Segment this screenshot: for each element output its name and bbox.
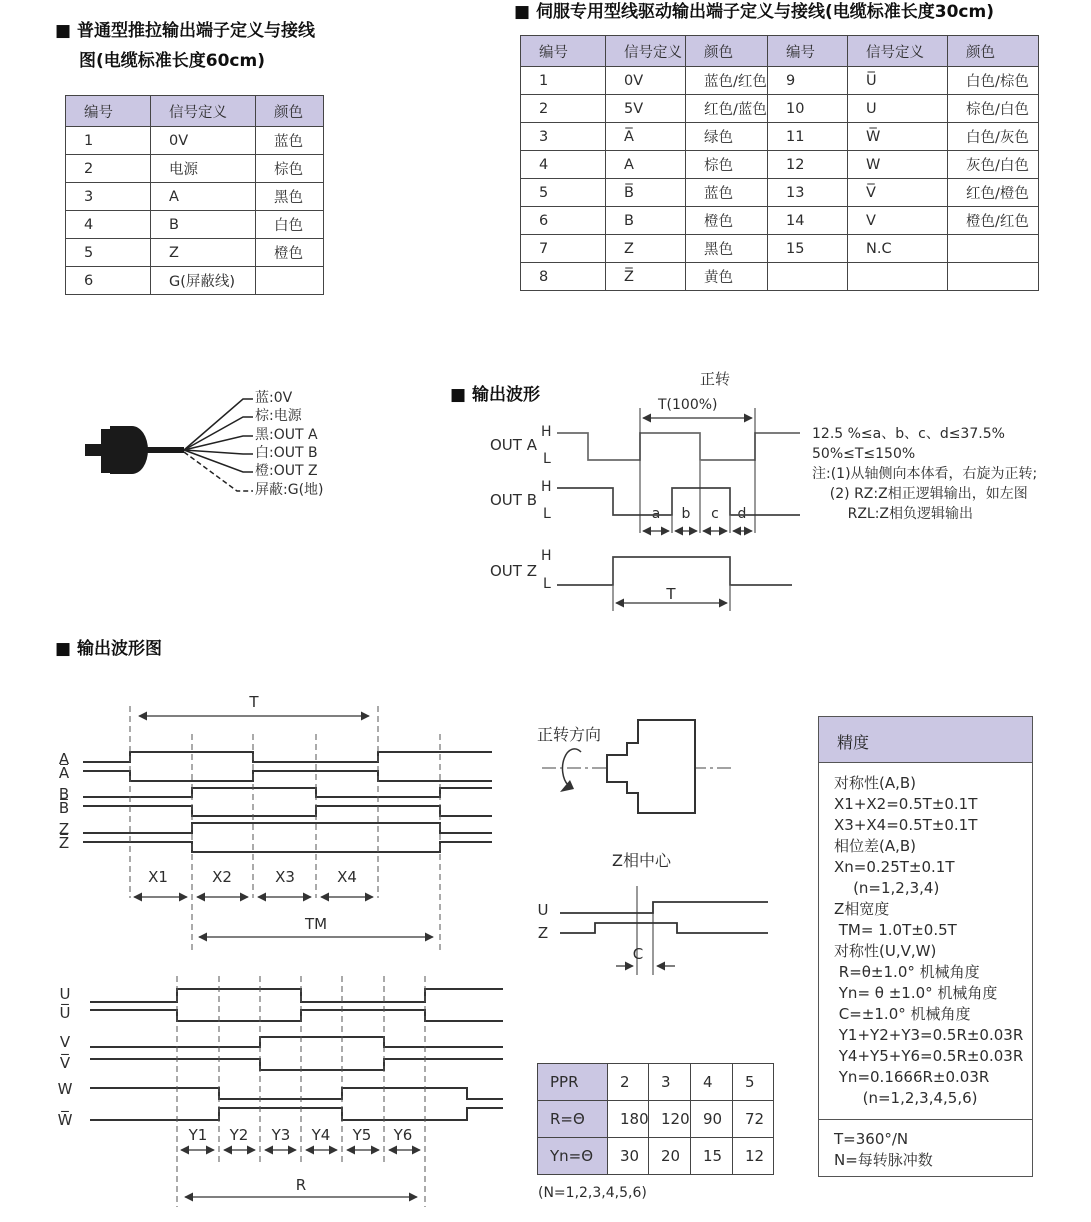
table-cell: A̅ — [606, 123, 686, 151]
table-cell: 橙色/红色 — [948, 207, 1039, 235]
table-cell: B — [606, 207, 686, 235]
accuracy-panel-lines — [819, 763, 1032, 1119]
y3-label: Y3 — [271, 1126, 291, 1144]
text-line: Y4+Y5+Y6=0.5R±0.03R — [834, 1047, 1024, 1065]
table-cell: 信号定义 — [848, 36, 948, 67]
y1-label: Y1 — [188, 1126, 208, 1144]
table-cell: 2 — [608, 1064, 649, 1101]
signal-a-label: A — [58, 750, 70, 768]
table-cell: Yn=Θ — [538, 1138, 608, 1175]
z-center-u-label: U — [537, 901, 549, 919]
table-cell: 3 — [649, 1064, 691, 1101]
table-cell: 12 — [768, 151, 848, 179]
table-row — [521, 263, 1039, 291]
table-cell: 红色/橙色 — [948, 179, 1039, 207]
table-cell: 编号 — [521, 36, 606, 67]
table-cell: 白色 — [256, 211, 324, 239]
table-cell: 灰色/白色 — [948, 151, 1039, 179]
table-row — [521, 179, 1039, 207]
forward-rotation-label: 正转 — [700, 370, 731, 388]
output-waveform-title: ■ 输出波形 — [450, 385, 540, 405]
text-line: 注:(1)从轴侧向本体看，右旋为正转; — [812, 466, 1038, 482]
table-cell — [948, 235, 1039, 263]
table-cell: 蓝色 — [256, 127, 324, 155]
period-100-label: T(100%) — [658, 397, 718, 413]
text-line: N=每转脉冲数 — [834, 1151, 933, 1169]
table-cell: 编号 — [768, 36, 848, 67]
table-cell: W — [848, 151, 948, 179]
table-cell: 15 — [768, 235, 848, 263]
table-cell: 2 — [66, 155, 151, 183]
out-a-label: OUT A — [490, 436, 537, 454]
x3-label: X3 — [275, 868, 295, 886]
table-cell: 6 — [521, 207, 606, 235]
table-row — [538, 1138, 774, 1175]
table-cell — [848, 263, 948, 291]
table-row — [66, 239, 324, 267]
waveform-notes — [812, 424, 1087, 524]
abz-waveform-chart — [83, 706, 492, 952]
table-cell: 5 — [521, 179, 606, 207]
table-cell: 蓝色/红色 — [686, 67, 768, 95]
ppr-angle-table — [537, 1063, 774, 1175]
table-cell: 红色/蓝色 — [686, 95, 768, 123]
text-line: 50%≤T≤150% — [812, 446, 916, 462]
signal-b-bar-label: B̅ — [58, 799, 70, 817]
table-cell: B̅ — [606, 179, 686, 207]
table-cell: U̅ — [848, 67, 948, 95]
signal-z-label: Z — [58, 820, 70, 838]
table-row — [66, 127, 324, 155]
table-cell: 13 — [768, 179, 848, 207]
text-line: 对称性(U,V,W) — [834, 942, 937, 960]
text-line: RZL:Z相负逻辑输出 — [812, 506, 974, 522]
push-pull-section-title-line1: ■ 普通型推拉输出端子定义与接线 — [55, 21, 315, 41]
table-cell: U — [848, 95, 948, 123]
wire-label-black: 黑:OUT A — [255, 427, 318, 443]
table-cell: A — [606, 151, 686, 179]
table-cell: 120 — [649, 1101, 691, 1138]
table-cell: 2 — [521, 95, 606, 123]
ppr-table-note: (N=1,2,3,4,5,6) — [538, 1185, 647, 1201]
table-row — [66, 267, 324, 295]
table-cell: 180 — [608, 1101, 649, 1138]
servo-terminal-table — [520, 35, 1039, 291]
signal-w-bar-label: W̅ — [57, 1111, 73, 1129]
table-cell: 8 — [521, 263, 606, 291]
y4-label: Y4 — [311, 1126, 331, 1144]
table-cell: 5 — [66, 239, 151, 267]
table-row — [521, 151, 1039, 179]
ppr-table-body — [538, 1064, 774, 1175]
table-cell: 72 — [733, 1101, 774, 1138]
out-b-low-label: L — [543, 506, 551, 522]
table-cell: B — [151, 211, 256, 239]
table-cell: 颜色 — [686, 36, 768, 67]
y2-label: Y2 — [229, 1126, 249, 1144]
wire-label-blue: 蓝:0V — [255, 390, 293, 406]
table-cell: N.C — [848, 235, 948, 263]
wire-label-brown: 棕:电源 — [255, 408, 302, 424]
signal-z-bar-label: Z̅ — [58, 834, 70, 852]
text-line: Z相宽度 — [834, 900, 890, 918]
output-waveform-chart-title: ■ 输出波形图 — [55, 639, 162, 659]
table-cell: 黄色 — [686, 263, 768, 291]
table-cell: 4 — [521, 151, 606, 179]
servo-section-title: ■ 伺服专用型线驱动输出端子定义与接线(电缆标准长度30cm) — [514, 2, 994, 22]
signal-b-label: B — [58, 785, 70, 803]
table-cell: 黑色 — [686, 235, 768, 263]
y5-label: Y5 — [352, 1126, 372, 1144]
table-cell: 1 — [521, 67, 606, 95]
rotation-direction-label: 正转方向 — [537, 725, 602, 744]
text-line: (n=1,2,3,4,5,6) — [834, 1089, 978, 1107]
table-row — [521, 235, 1039, 263]
text-line: 12.5 %≤a、b、c、d≤37.5% — [812, 426, 1005, 442]
table-cell: 信号定义 — [151, 96, 256, 127]
table-cell: 颜色 — [948, 36, 1039, 67]
table-cell: PPR — [538, 1064, 608, 1101]
table-cell: 3 — [66, 183, 151, 211]
table-cell: 白色/棕色 — [948, 67, 1039, 95]
out-b-label: OUT B — [490, 491, 538, 509]
text-line: 对称性(A,B) — [834, 774, 917, 792]
z-phase-center-diagram — [560, 886, 768, 975]
segment-d-label: d — [737, 506, 747, 522]
signal-w-label: W — [57, 1080, 73, 1098]
table-cell: 绿色 — [686, 123, 768, 151]
table-cell: Z̅ — [606, 263, 686, 291]
text-line: R=θ±1.0° 机械角度 — [834, 963, 980, 981]
table-cell: Z — [151, 239, 256, 267]
table-cell: 12 — [733, 1138, 774, 1175]
table-cell: V̅ — [848, 179, 948, 207]
push-pull-terminal-table — [65, 95, 324, 295]
table-cell: 9 — [768, 67, 848, 95]
table-cell: 11 — [768, 123, 848, 151]
table-cell: 15 — [691, 1138, 733, 1175]
table-cell: 5V — [606, 95, 686, 123]
table-cell: 电源 — [151, 155, 256, 183]
table-cell: 蓝色 — [686, 179, 768, 207]
text-line: (2) RZ:Z相正逻辑输出，如左图 — [812, 486, 1028, 502]
z-period-t-label: T — [666, 585, 676, 603]
table-cell: 白色/灰色 — [948, 123, 1039, 151]
table-row — [521, 123, 1039, 151]
table-row — [66, 183, 324, 211]
table-row — [66, 96, 324, 127]
segment-a-label: a — [651, 506, 661, 522]
servo-table-body — [521, 67, 1039, 291]
table-cell: 14 — [768, 207, 848, 235]
table-row — [538, 1064, 774, 1101]
text-line: T=360°/N — [834, 1130, 909, 1148]
table-cell: 信号定义 — [606, 36, 686, 67]
table-cell: 颜色 — [256, 96, 324, 127]
tm-label: TM — [304, 915, 328, 933]
table-row — [538, 1101, 774, 1138]
signal-u-label: U — [59, 985, 71, 1003]
table-cell: Z — [606, 235, 686, 263]
text-line: 相位差(A,B) — [834, 837, 917, 855]
table-cell: 30 — [608, 1138, 649, 1175]
x2-label: X2 — [212, 868, 232, 886]
text-line: Yn= θ ±1.0° 机械角度 — [834, 984, 998, 1002]
out-z-high-label: H — [541, 548, 552, 564]
table-cell: 10 — [768, 95, 848, 123]
z-phase-center-title: Z相中心 — [612, 851, 671, 870]
text-line: Xn=0.25T±0.1T — [834, 858, 955, 876]
table-cell: 1 — [66, 127, 151, 155]
table-cell: 0V — [151, 127, 256, 155]
wire-label-shield: 屏蔽:G(地) — [255, 482, 324, 498]
wire-label-orange: 橙:OUT Z — [255, 463, 318, 479]
table-cell: W̅ — [848, 123, 948, 151]
out-a-high-label: H — [541, 424, 552, 440]
table-cell: 3 — [521, 123, 606, 151]
servo-table-header — [521, 36, 1039, 67]
table-cell: 橙色 — [256, 239, 324, 267]
out-z-low-label: L — [543, 576, 551, 592]
text-line: (n=1,2,3,4) — [834, 879, 940, 897]
c-dimension-label: C — [632, 945, 644, 963]
table-cell: 黑色 — [256, 183, 324, 211]
abz-t-label: T — [249, 693, 259, 711]
table-cell: G(屏蔽线) — [151, 267, 256, 295]
table-cell: 编号 — [66, 96, 151, 127]
signal-v-label: V — [59, 1033, 71, 1051]
accuracy-panel-footer — [819, 1119, 1032, 1176]
table-cell: R=Θ — [538, 1101, 608, 1138]
table-row — [521, 67, 1039, 95]
table-cell: 90 — [691, 1101, 733, 1138]
signal-v-bar-label: V̅ — [59, 1054, 71, 1072]
table-cell: 棕色 — [256, 155, 324, 183]
push-pull-section-title-line2: 图(电缆标准长度60cm) — [79, 51, 265, 71]
table-cell: 棕色/白色 — [948, 95, 1039, 123]
segment-b-label: b — [681, 506, 691, 522]
table-cell: 0V — [606, 67, 686, 95]
table-row — [521, 207, 1039, 235]
out-b-high-label: H — [541, 479, 552, 495]
table-row — [521, 95, 1039, 123]
table-cell: 7 — [521, 235, 606, 263]
text-line: X3+X4=0.5T±0.1T — [834, 816, 978, 834]
table-row — [66, 155, 324, 183]
table-cell: 4 — [691, 1064, 733, 1101]
table-cell: 6 — [66, 267, 151, 295]
table-row — [521, 36, 1039, 67]
r-label: R — [295, 1176, 307, 1194]
x4-label: X4 — [337, 868, 357, 886]
table-cell: 5 — [733, 1064, 774, 1101]
accuracy-panel — [818, 716, 1033, 1177]
table-cell — [768, 263, 848, 291]
segment-c-label: c — [711, 506, 719, 522]
signal-u-bar-label: U̅ — [59, 1004, 71, 1022]
x1-label: X1 — [148, 868, 168, 886]
push-pull-table-body — [66, 127, 324, 295]
wire-label-white: 白:OUT B — [255, 445, 318, 461]
table-cell: 棕色 — [686, 151, 768, 179]
text-line: Yn=0.1666R±0.03R — [834, 1068, 990, 1086]
z-center-z-label: Z — [537, 924, 549, 942]
uvw-waveform-chart — [90, 976, 503, 1207]
table-cell: A — [151, 183, 256, 211]
text-line: X1+X2=0.5T±0.1T — [834, 795, 978, 813]
table-cell: V — [848, 207, 948, 235]
push-pull-table-header — [66, 96, 324, 127]
table-cell — [948, 263, 1039, 291]
text-line: C=±1.0° 机械角度 — [834, 1005, 971, 1023]
signal-a-bar-label: A̅ — [58, 764, 70, 782]
out-a-low-label: L — [543, 451, 551, 467]
table-cell: 4 — [66, 211, 151, 239]
table-row — [66, 211, 324, 239]
text-line: Y1+Y2+Y3=0.5R±0.03R — [834, 1026, 1024, 1044]
table-cell: 橙色 — [686, 207, 768, 235]
text-line: TM= 1.0T±0.5T — [834, 921, 957, 939]
table-cell: 20 — [649, 1138, 691, 1175]
y6-label: Y6 — [393, 1126, 413, 1144]
table-cell — [256, 267, 324, 295]
out-z-label: OUT Z — [490, 562, 537, 580]
encoder-connector-drawing — [85, 399, 253, 491]
accuracy-panel-title: 精度 — [819, 717, 1032, 763]
